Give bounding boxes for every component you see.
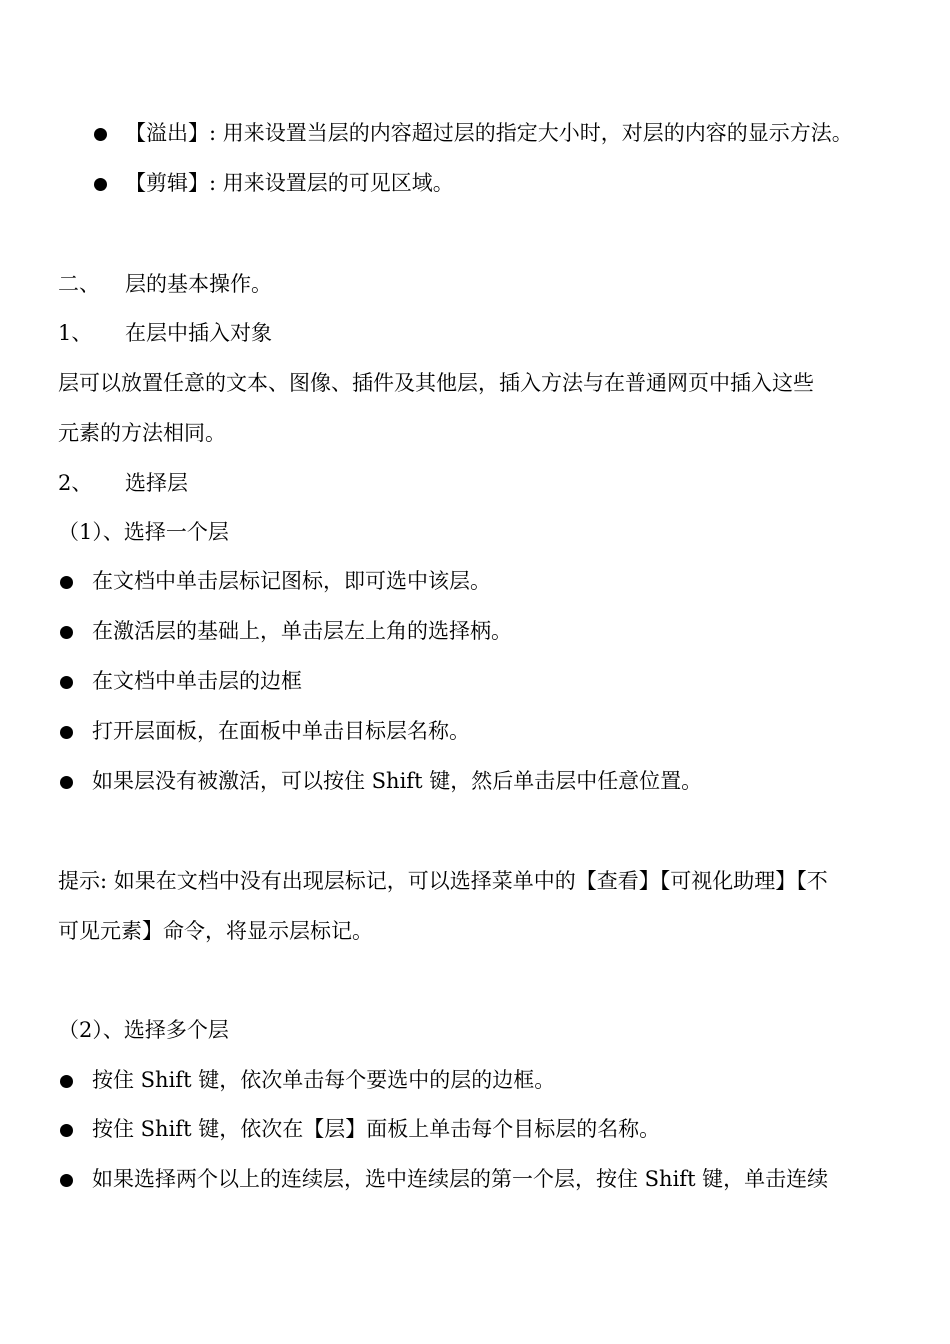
subsection-number: 1、: [58, 321, 93, 345]
bullet-icon: [60, 576, 73, 589]
section-number: 二、: [58, 272, 100, 296]
tip-line: 提示: 如果在文档中没有出现层标记，可以选择菜单中的【查看】【可视化助理】【不: [58, 869, 828, 893]
bullet-icon: [60, 626, 73, 639]
bullet-icon: [94, 128, 107, 141]
bullet-icon: [94, 178, 107, 191]
bullet-icon: [60, 1075, 73, 1088]
bullet-icon: [60, 1124, 73, 1137]
bullet-text-overflow: 【溢出】: 用来设置当层的内容超过层的指定大小时，对层的内容的显示方法。: [125, 121, 853, 145]
list-item: 按住 Shift 键，依次在【层】面板上单击每个目标层的名称。: [92, 1117, 661, 1141]
list-heading: （2）、选择多个层: [58, 1018, 229, 1042]
list-item: 如果层没有被激活，可以按住 Shift 键，然后单击层中任意位置。: [92, 769, 703, 793]
list-item: 如果选择两个以上的连续层，选中连续层的第一个层，按住 Shift 键，单击连续: [92, 1167, 829, 1191]
list-item: 在文档中单击层的边框: [92, 669, 302, 693]
paragraph-line: 元素的方法相同。: [58, 421, 226, 445]
bullet-icon: [60, 776, 73, 789]
bullet-icon: [60, 726, 73, 739]
list-item: 在激活层的基础上，单击层左上角的选择柄。: [92, 619, 512, 643]
bullet-icon: [60, 676, 73, 689]
list-heading: （1）、选择一个层: [58, 520, 229, 544]
list-item: 在文档中单击层标记图标，即可选中该层。: [92, 569, 491, 593]
paragraph-line: 层可以放置任意的文本、图像、插件及其他层，插入方法与在普通网页中插入这些: [58, 371, 814, 395]
list-item: 按住 Shift 键，依次单击每个要选中的层的边框。: [92, 1068, 556, 1092]
subsection-number: 2、: [58, 471, 93, 495]
bullet-text-clip: 【剪辑】: 用来设置层的可见区域。: [125, 171, 454, 195]
subsection-title: 选择层: [125, 471, 188, 495]
subsection-title: 在层中插入对象: [125, 321, 272, 345]
tip-line: 可见元素】命令，将显示层标记。: [58, 919, 373, 943]
list-item: 打开层面板，在面板中单击目标层名称。: [92, 719, 470, 743]
bullet-icon: [60, 1174, 73, 1187]
section-title: 层的基本操作。: [125, 272, 272, 296]
